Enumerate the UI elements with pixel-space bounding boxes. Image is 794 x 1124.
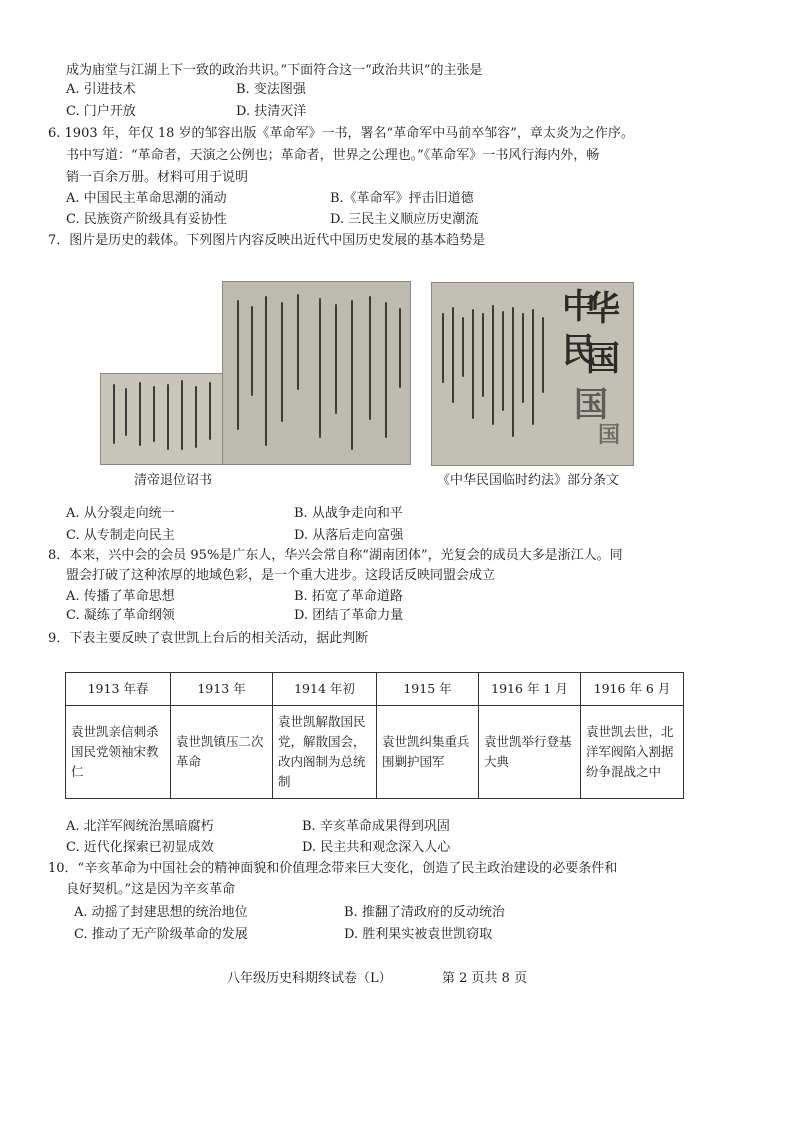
- table-header-cell: 1913 年: [171, 673, 273, 706]
- table-cell: 袁世凯去世，北洋军阀陷入割据纷争混战之中: [581, 706, 684, 799]
- q6-stem-line-1: 6. 1903 年，年仅 18 岁的邹容出版《革命军》一书，署名“革命军中马前卒邹容”，章太炎为之作序。: [48, 126, 634, 141]
- photo-char-5: 国: [574, 385, 608, 425]
- photo-char-2: 华: [586, 289, 620, 329]
- q8-stem-line-1: 8．本来，兴中会的会员 95%是广东人，华兴会常自称“湖南团体”，光复会的成员大多是浙江人。同: [48, 548, 623, 563]
- table-cell: 袁世凯解散国民党，解散国会，改内阁制为总统制: [273, 706, 377, 799]
- q9-option-b[interactable]: B. 辛亥革命成果得到巩固: [302, 819, 450, 834]
- q7-option-d[interactable]: D. 从落后走向富强: [294, 528, 404, 543]
- q6-stem-line-2: 书中写道：“革命者，天演之公例也；革命者，世界之公理也。”《革命军》一书风行海内外，畅: [66, 148, 600, 163]
- q6-option-d[interactable]: D. 三民主义顺应历史潮流: [330, 212, 479, 227]
- q9-stem: 9．下表主要反映了袁世凯上台后的相关活动，据此判断: [48, 631, 369, 646]
- table-cell: 袁世凯亲信刺杀国民党领袖宋教仁: [66, 706, 171, 799]
- table-header-cell: 1916 年 1 月: [479, 673, 581, 706]
- q10-option-d[interactable]: D. 胜利果实被袁世凯窃取: [344, 927, 493, 942]
- q6-option-a[interactable]: A. 中国民主革命思潮的涌动: [66, 191, 227, 206]
- table-header-cell: 1913 年春: [66, 673, 171, 706]
- edict-photo-large: [222, 281, 411, 465]
- q8-option-c[interactable]: C. 凝练了革命纲领: [66, 608, 175, 623]
- caption-constitution: 《中华民国临时约法》部分条文: [437, 473, 620, 488]
- q9-option-c[interactable]: C. 近代化探索已初显成效: [66, 840, 214, 855]
- constitution-photo: [431, 282, 634, 466]
- q10-stem-line-1: 10．“辛亥革命为中国社会的精神面貌和价值理念带来巨大变化，创造了民主政治建设的必要条件和: [48, 861, 618, 876]
- photo-char-4: 国: [586, 339, 620, 379]
- q8-option-b[interactable]: B. 拓宽了革命道路: [294, 589, 403, 604]
- q9-option-a[interactable]: A. 北洋军阀统治黑暗腐朽: [66, 819, 214, 834]
- q5-option-a[interactable]: A. 引进技术: [66, 82, 136, 97]
- photo-char-1: 中: [562, 287, 596, 327]
- q7-stem: 7．图片是历史的载体。下列图片内容反映出近代中国历史发展的基本趋势是: [48, 233, 486, 248]
- q7-option-c[interactable]: C. 从专制走向民主: [66, 528, 175, 543]
- photo-char-6: 国: [598, 422, 621, 448]
- q7-option-a[interactable]: A. 从分裂走向统一: [66, 506, 175, 521]
- q6-stem-line-3: 销一百余万册。材料可用于说明: [66, 170, 249, 185]
- q5-stem-tail: 成为庙堂与江湖上下一致的政治共识。”下面符合这一“政治共识”的主张是: [66, 63, 483, 78]
- q10-option-b[interactable]: B. 推翻了清政府的反动统治: [344, 905, 505, 920]
- table-cell: 袁世凯纠集重兵围剿护国军: [377, 706, 479, 799]
- q9-option-d[interactable]: D. 民主共和观念深入人心: [302, 840, 451, 855]
- q5-option-b[interactable]: B. 变法图强: [236, 82, 306, 97]
- yuan-shikai-events-table: [65, 672, 684, 799]
- q5-option-c[interactable]: C. 门户开放: [66, 104, 136, 119]
- table-row: [66, 706, 684, 799]
- table-header-cell: 1915 年: [377, 673, 479, 706]
- q7-option-b[interactable]: B. 从战争走向和平: [294, 506, 403, 521]
- q8-option-d[interactable]: D. 团结了革命力量: [294, 608, 404, 623]
- q10-option-a[interactable]: A. 动摇了封建思想的统治地位: [74, 905, 248, 920]
- q6-option-c[interactable]: C. 民族资产阶级具有妥协性: [66, 212, 227, 227]
- q8-option-a[interactable]: A. 传播了革命思想: [66, 589, 175, 604]
- edict-photo-small: [100, 373, 224, 465]
- photo-char-3: 民: [562, 331, 596, 371]
- q5-option-d[interactable]: D. 扶清灭洋: [236, 104, 307, 119]
- table-header-cell: 1916 年 6 月: [581, 673, 684, 706]
- q6-option-b[interactable]: B.《革命军》抨击旧道德: [330, 191, 474, 206]
- q10-option-c[interactable]: C. 推动了无产阶级革命的发展: [74, 927, 248, 942]
- footer-page-number: 第 2 页共 8 页: [442, 971, 528, 986]
- q8-stem-line-2: 盟会打破了这种浓厚的地域色彩，是一个重大进步。这段话反映同盟会成立: [66, 568, 496, 583]
- table-cell: 袁世凯镇压二次革命: [171, 706, 273, 799]
- table-header-cell: 1914 年初: [273, 673, 377, 706]
- caption-edict: 清帝退位诏书: [134, 473, 213, 488]
- q10-stem-line-2: 良好契机。”这是因为辛亥革命: [66, 882, 236, 897]
- footer-exam-title: 八年级历史科期终试卷（L）: [227, 971, 392, 986]
- table-cell: 袁世凯举行登基大典: [479, 706, 581, 799]
- table-header-row: [66, 673, 684, 706]
